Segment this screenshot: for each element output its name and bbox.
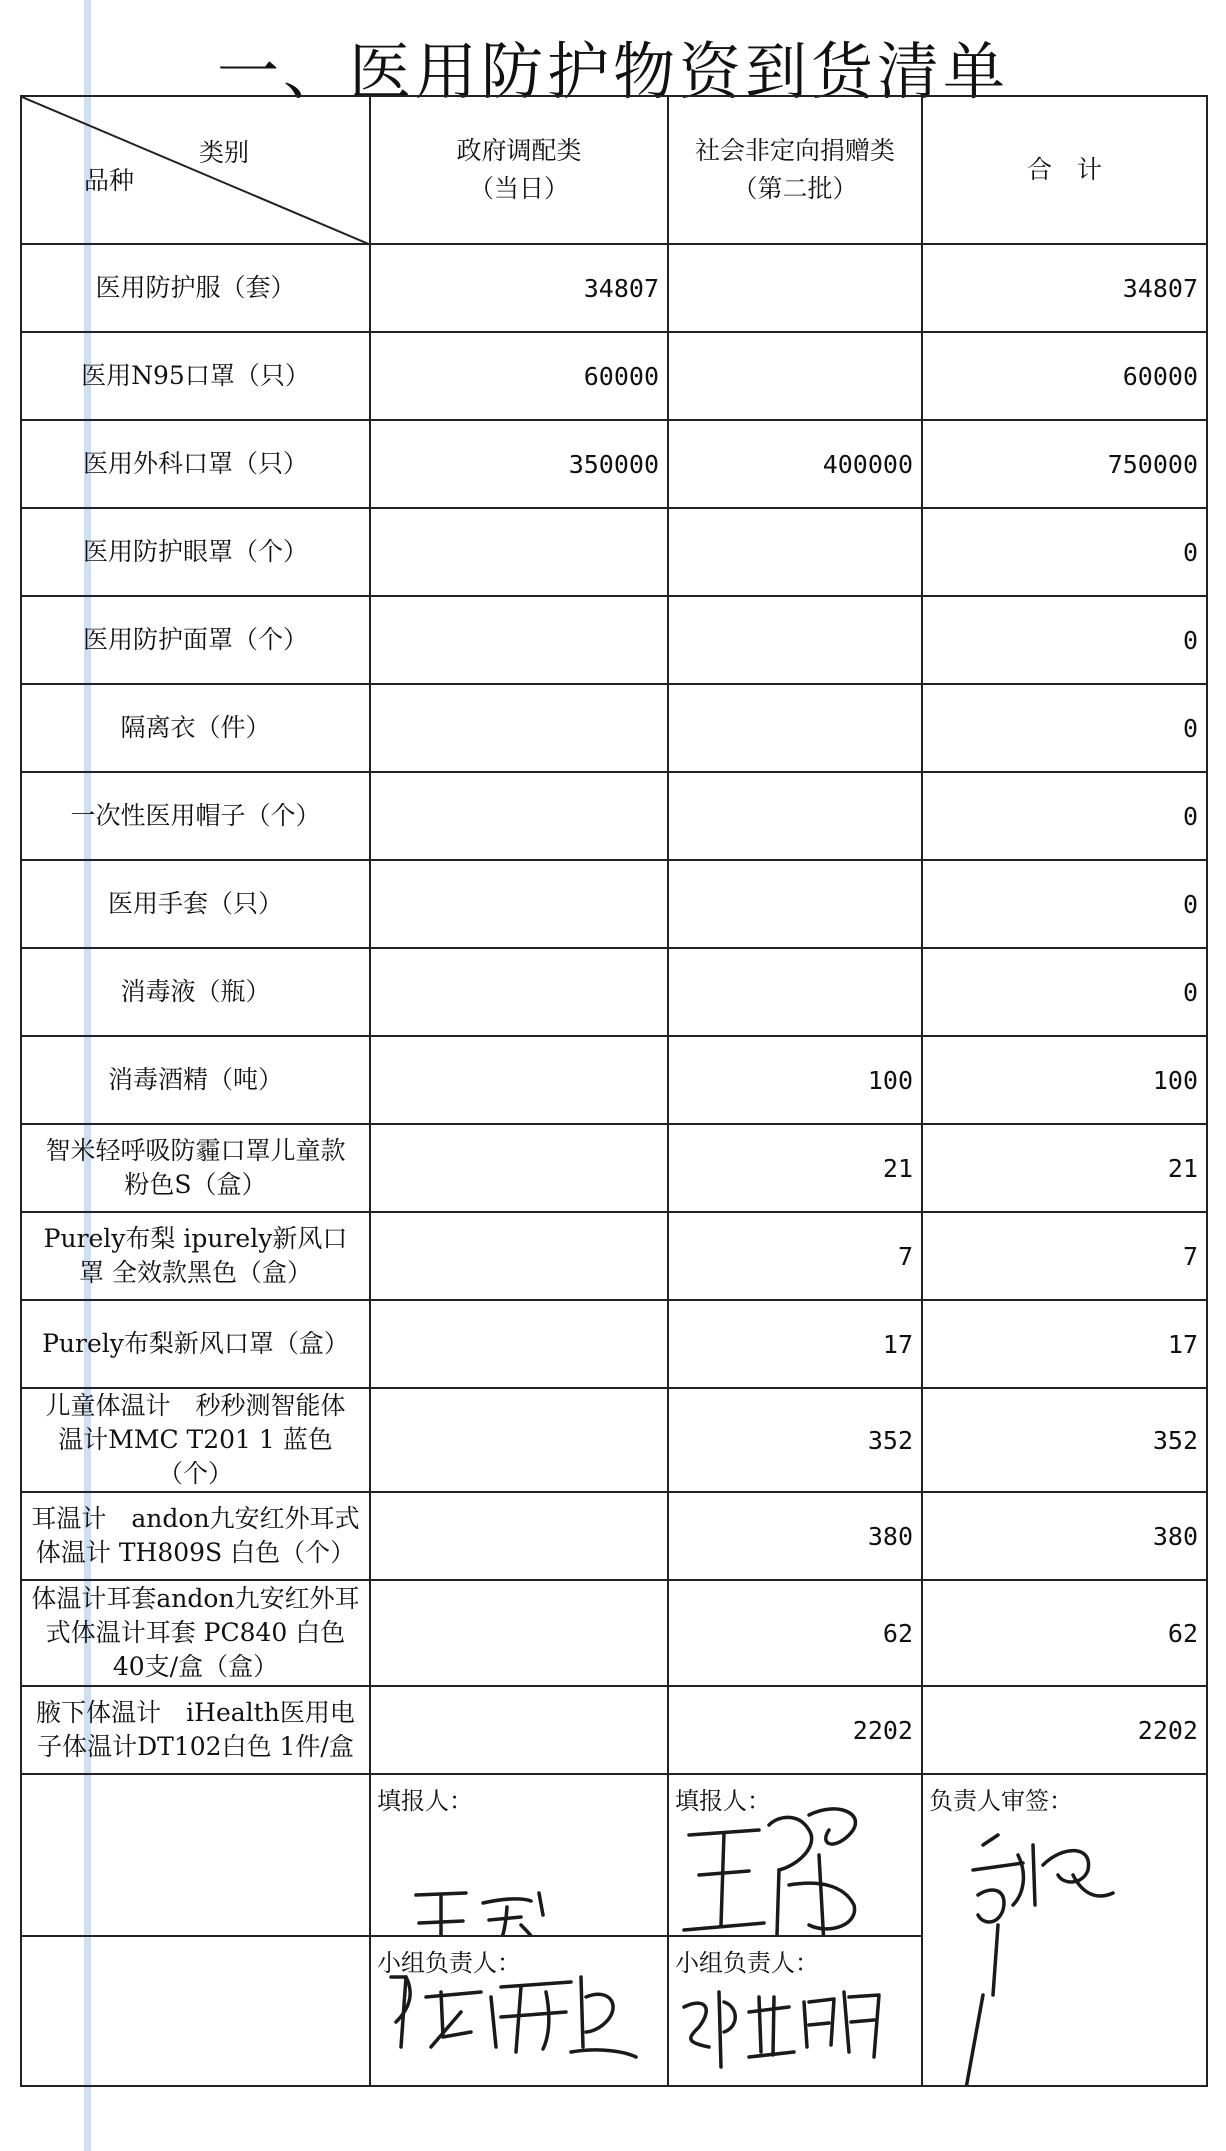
table-row bbox=[21, 948, 1207, 1036]
table-row bbox=[21, 508, 1207, 596]
gov-quantity-cell bbox=[370, 1388, 668, 1492]
table-row bbox=[21, 596, 1207, 684]
item-name-cell bbox=[21, 596, 370, 684]
column-header-gov bbox=[370, 96, 668, 244]
social-quantity-cell: 100 bbox=[668, 1036, 922, 1124]
column-header-social bbox=[668, 96, 922, 244]
item-name-line: 消毒酒精（吨） bbox=[107, 1065, 283, 1094]
signature-blank-cell bbox=[21, 1936, 370, 2086]
gov-quantity-cell bbox=[370, 1492, 668, 1580]
page-title: 一、医用防护物资到货清单 bbox=[216, 35, 1009, 108]
item-name-cell bbox=[21, 1300, 370, 1388]
social-quantity-cell: 62 bbox=[668, 1580, 922, 1686]
total-quantity-cell: 0 bbox=[922, 508, 1207, 596]
gov-quantity-cell bbox=[370, 772, 668, 860]
table-row bbox=[21, 772, 1207, 860]
item-name-cell bbox=[21, 508, 370, 596]
table-row bbox=[21, 1686, 1207, 1774]
filler-social-cell-label: 填报人： bbox=[675, 1787, 771, 1815]
item-name-line: 医用手套（只） bbox=[107, 889, 283, 918]
signature-blank-cell bbox=[21, 1774, 370, 1936]
filler-social-cell bbox=[668, 1774, 922, 1936]
item-name-line: 40支/盒（盒） bbox=[112, 1652, 279, 1681]
item-name-line: 医用N95口罩（只） bbox=[81, 361, 310, 390]
table-row bbox=[21, 420, 1207, 508]
table-row bbox=[21, 1492, 1207, 1580]
handwritten-signature bbox=[923, 1775, 1207, 2086]
total-quantity-cell: 380 bbox=[922, 1492, 1207, 1580]
item-name-line: 医用外科口罩（只） bbox=[82, 449, 308, 478]
total-quantity-cell: 0 bbox=[922, 772, 1207, 860]
corner-category-label: 类别 bbox=[198, 138, 249, 167]
total-quantity-cell: 60000 bbox=[922, 332, 1207, 420]
item-name-cell bbox=[21, 420, 370, 508]
table-row bbox=[21, 1388, 1207, 1492]
handwritten-signature bbox=[669, 1775, 922, 1936]
table-row bbox=[21, 1036, 1207, 1124]
delivery-table bbox=[20, 95, 1208, 2087]
item-name-line: 医用防护面罩（个） bbox=[82, 625, 308, 654]
corner-header-cell bbox=[21, 96, 370, 244]
item-name-cell bbox=[21, 1388, 370, 1492]
total-quantity-cell: 21 bbox=[922, 1124, 1207, 1212]
gov-quantity-cell bbox=[370, 1686, 668, 1774]
item-name-cell bbox=[21, 948, 370, 1036]
handwritten-signature bbox=[669, 1937, 922, 2086]
social-quantity-cell: 352 bbox=[668, 1388, 922, 1492]
item-name-line: Purely布梨新风口罩（盒） bbox=[42, 1329, 349, 1358]
social-quantity-cell bbox=[668, 772, 922, 860]
total-quantity-cell: 34807 bbox=[922, 244, 1207, 332]
item-name-line: 消毒液（瓶） bbox=[120, 977, 271, 1006]
total-quantity-cell: 0 bbox=[922, 684, 1207, 772]
corner-diagonal bbox=[22, 97, 370, 244]
social-quantity-cell bbox=[668, 948, 922, 1036]
gov-quantity-cell bbox=[370, 596, 668, 684]
gov-quantity-cell: 60000 bbox=[370, 332, 668, 420]
table-row bbox=[21, 332, 1207, 420]
handwritten-signature bbox=[371, 1775, 668, 1936]
item-name-cell bbox=[21, 684, 370, 772]
social-quantity-cell: 2202 bbox=[668, 1686, 922, 1774]
table-row bbox=[21, 860, 1207, 948]
item-name-cell bbox=[21, 1212, 370, 1300]
total-quantity-cell: 0 bbox=[922, 596, 1207, 684]
item-name-line: 罩 全效款黑色（盒） bbox=[79, 1258, 312, 1287]
item-name-line: 温计MMC T201 1 蓝色（个） bbox=[58, 1425, 333, 1488]
item-name-line: 式体温计耳套 PC840 白色 bbox=[45, 1618, 346, 1647]
item-name-line: 腋下体温计 iHealth医用电 bbox=[36, 1698, 355, 1727]
gov-quantity-cell bbox=[370, 684, 668, 772]
leader-gov-cell bbox=[370, 1936, 668, 2086]
leader-social-cell bbox=[668, 1936, 922, 2086]
filler-gov-cell-label: 填报人： bbox=[377, 1787, 473, 1815]
item-name-line: 隔离衣（件） bbox=[120, 713, 271, 742]
item-name-line: 体温计耳套andon九安红外耳 bbox=[31, 1584, 360, 1613]
social-quantity-cell: 7 bbox=[668, 1212, 922, 1300]
item-name-cell bbox=[21, 1580, 370, 1686]
item-name-line: 一次性医用帽子（个） bbox=[70, 801, 321, 830]
item-name-line: 子体温计DT102白色 1件/盒 bbox=[37, 1732, 354, 1761]
item-name-cell bbox=[21, 860, 370, 948]
item-name-cell bbox=[21, 244, 370, 332]
signature-row-filler bbox=[21, 1774, 1207, 1936]
gov-quantity-cell: 34807 bbox=[370, 244, 668, 332]
social-quantity-cell bbox=[668, 684, 922, 772]
gov-quantity-cell bbox=[370, 1300, 668, 1388]
table-row bbox=[21, 1300, 1207, 1388]
total-quantity-cell: 0 bbox=[922, 860, 1207, 948]
total-quantity-cell: 62 bbox=[922, 1580, 1207, 1686]
column-header-social-line1: 社会非定向捐赠类 bbox=[694, 136, 895, 165]
social-quantity-cell: 400000 bbox=[668, 420, 922, 508]
corner-item-label: 品种 bbox=[84, 166, 135, 195]
table-row bbox=[21, 244, 1207, 332]
item-name-cell bbox=[21, 332, 370, 420]
total-quantity-cell: 7 bbox=[922, 1212, 1207, 1300]
total-quantity-cell: 750000 bbox=[922, 420, 1207, 508]
item-name-cell bbox=[21, 1686, 370, 1774]
item-name-line: 耳温计 andon九安红外耳式 bbox=[31, 1504, 360, 1533]
social-quantity-cell: 21 bbox=[668, 1124, 922, 1212]
social-quantity-cell bbox=[668, 508, 922, 596]
item-name-line: 医用防护服（套） bbox=[95, 273, 296, 302]
table-row bbox=[21, 1580, 1207, 1686]
handwritten-signature bbox=[371, 1937, 668, 2086]
gov-quantity-cell bbox=[370, 1580, 668, 1686]
item-name-cell bbox=[21, 1036, 370, 1124]
social-quantity-cell bbox=[668, 860, 922, 948]
social-quantity-cell bbox=[668, 244, 922, 332]
gov-quantity-cell: 350000 bbox=[370, 420, 668, 508]
item-name-cell bbox=[21, 772, 370, 860]
table-row bbox=[21, 1212, 1207, 1300]
item-name-line: 粉色S（盒） bbox=[124, 1170, 267, 1199]
table-row bbox=[21, 684, 1207, 772]
social-quantity-cell: 17 bbox=[668, 1300, 922, 1388]
gov-quantity-cell bbox=[370, 948, 668, 1036]
leader-gov-cell-label: 小组负责人： bbox=[377, 1949, 521, 1977]
leader-social-cell-label: 小组负责人： bbox=[675, 1949, 819, 1977]
item-name-line: 儿童体温计 秒秒测智能体 bbox=[45, 1391, 346, 1420]
gov-quantity-cell bbox=[370, 1036, 668, 1124]
gov-quantity-cell bbox=[370, 508, 668, 596]
reviewer-cell-label: 负责人审签： bbox=[929, 1787, 1073, 1815]
item-name-line: 智米轻呼吸防霾口罩儿童款 bbox=[45, 1136, 346, 1165]
item-name-cell bbox=[21, 1492, 370, 1580]
total-quantity-cell: 352 bbox=[922, 1388, 1207, 1492]
total-quantity-cell: 2202 bbox=[922, 1686, 1207, 1774]
column-header-total: 合 计 bbox=[922, 96, 1207, 244]
column-header-gov-line1: 政府调配类 bbox=[456, 136, 582, 165]
reviewer-cell bbox=[922, 1774, 1207, 2086]
total-quantity-cell: 100 bbox=[922, 1036, 1207, 1124]
social-quantity-cell bbox=[668, 596, 922, 684]
social-quantity-cell: 380 bbox=[668, 1492, 922, 1580]
social-quantity-cell bbox=[668, 332, 922, 420]
item-name-line: Purely布梨 ipurely新风口 bbox=[43, 1224, 348, 1253]
item-name-line: 体温计 TH809S 白色（个） bbox=[35, 1538, 356, 1567]
item-name-line: 医用防护眼罩（个） bbox=[82, 537, 308, 566]
gov-quantity-cell bbox=[370, 860, 668, 948]
column-header-social-line2: （第二批） bbox=[732, 174, 858, 203]
gov-quantity-cell bbox=[370, 1124, 668, 1212]
item-name-cell bbox=[21, 1124, 370, 1212]
total-quantity-cell: 0 bbox=[922, 948, 1207, 1036]
filler-gov-cell bbox=[370, 1774, 668, 1936]
table-row bbox=[21, 1124, 1207, 1212]
total-quantity-cell: 17 bbox=[922, 1300, 1207, 1388]
header-row bbox=[21, 96, 1207, 244]
gov-quantity-cell bbox=[370, 1212, 668, 1300]
column-header-gov-line2: （当日） bbox=[468, 174, 569, 203]
